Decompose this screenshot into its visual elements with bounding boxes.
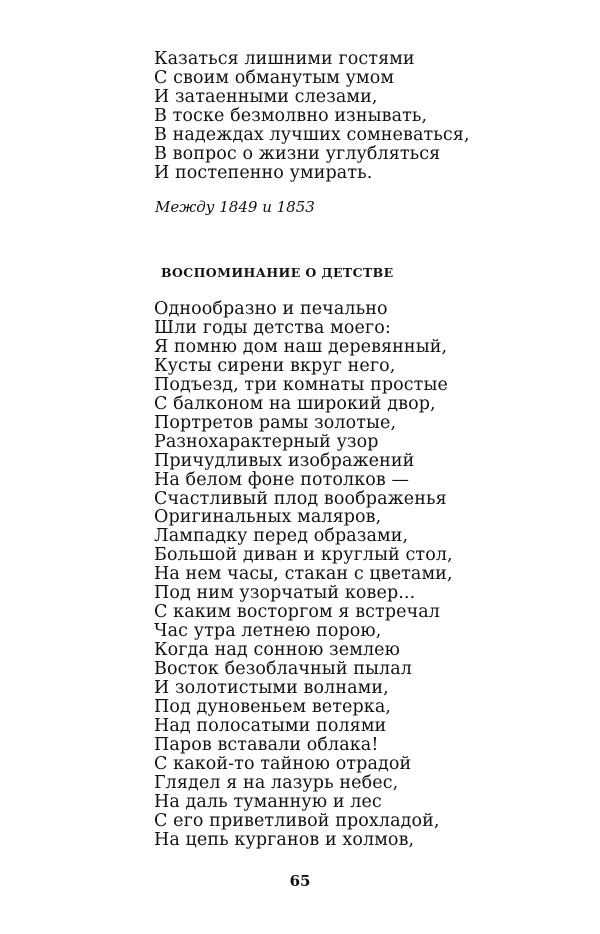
verse-line: Портретов рамы золотые, xyxy=(154,412,397,433)
verse-line: Паров вставали облака! xyxy=(154,734,379,755)
verse-line: С каким восторгом я встречал xyxy=(154,602,441,623)
verse-line: Счастливый плод воображенья xyxy=(154,488,447,509)
verse-line: Над полосатыми полями xyxy=(154,715,387,736)
verse-line: Подъезд, три комнаты простые xyxy=(154,374,448,395)
verse-line: Шли годы детства моего: xyxy=(154,317,391,338)
verse-line: В тоске безмолвно изнывать, xyxy=(154,105,428,126)
verse-line: Восток безоблачный пылал xyxy=(154,659,413,680)
verse-line: На цепь курганов и холмов, xyxy=(154,829,415,850)
verse-line: На нем часы, стакан с цветами, xyxy=(154,564,453,585)
verse-line: Кусты сирени вкруг него, xyxy=(154,355,396,376)
verse-line: Оригинальных маляров, xyxy=(154,507,382,528)
poem-title: ВОСПОМИНАНИЕ О ДЕТСТВЕ xyxy=(161,265,394,280)
poem-date: Между 1849 и 1853 xyxy=(155,198,315,216)
verse-line: В вопрос о жизни углубляться xyxy=(154,143,441,164)
verse-line: В надеждах лучших сомневаться, xyxy=(154,124,470,145)
verse-line: Причудливых изображений xyxy=(154,450,415,471)
verse-line: Лампадку перед образами, xyxy=(154,526,409,547)
verse-line: Когда над сонною землею xyxy=(154,640,400,661)
page-number: 65 xyxy=(289,872,311,890)
verse-line: Под ним узорчатый ковер... xyxy=(154,583,416,604)
verse-line: И постепенно умирать. xyxy=(154,162,373,183)
verse-line: С его приветливой прохладой, xyxy=(154,810,440,831)
verse-line: Казаться лишними гостями xyxy=(154,49,415,69)
verse-line: На даль туманную и лес xyxy=(154,791,382,812)
verse-line: С своим обманутым умом xyxy=(154,67,395,88)
verse-line: Я помню дом наш деревянный, xyxy=(154,336,448,357)
verse-line: Час утра летнею порою, xyxy=(154,621,382,642)
verse-line: Под дуновеньем ветерка, xyxy=(154,697,392,718)
verse-line: С какой-то тайною отрадой xyxy=(154,753,412,774)
verse-line: Однообразно и печально xyxy=(154,299,388,319)
verse-line: С балконом на широкий двор, xyxy=(154,393,436,414)
poem-body xyxy=(154,300,453,850)
verse-line: И золотистыми волнами, xyxy=(154,678,389,699)
verse-line: Разнохарактерный узор xyxy=(154,431,379,452)
verse-line: И затаенными слезами, xyxy=(154,86,378,107)
verse-line: На белом фоне потолков — xyxy=(154,469,410,490)
verse-line: Глядел я на лазурь небес, xyxy=(154,772,399,793)
verse-line: Большой диван и круглый стол, xyxy=(154,545,453,566)
previous-poem-ending xyxy=(154,50,470,183)
